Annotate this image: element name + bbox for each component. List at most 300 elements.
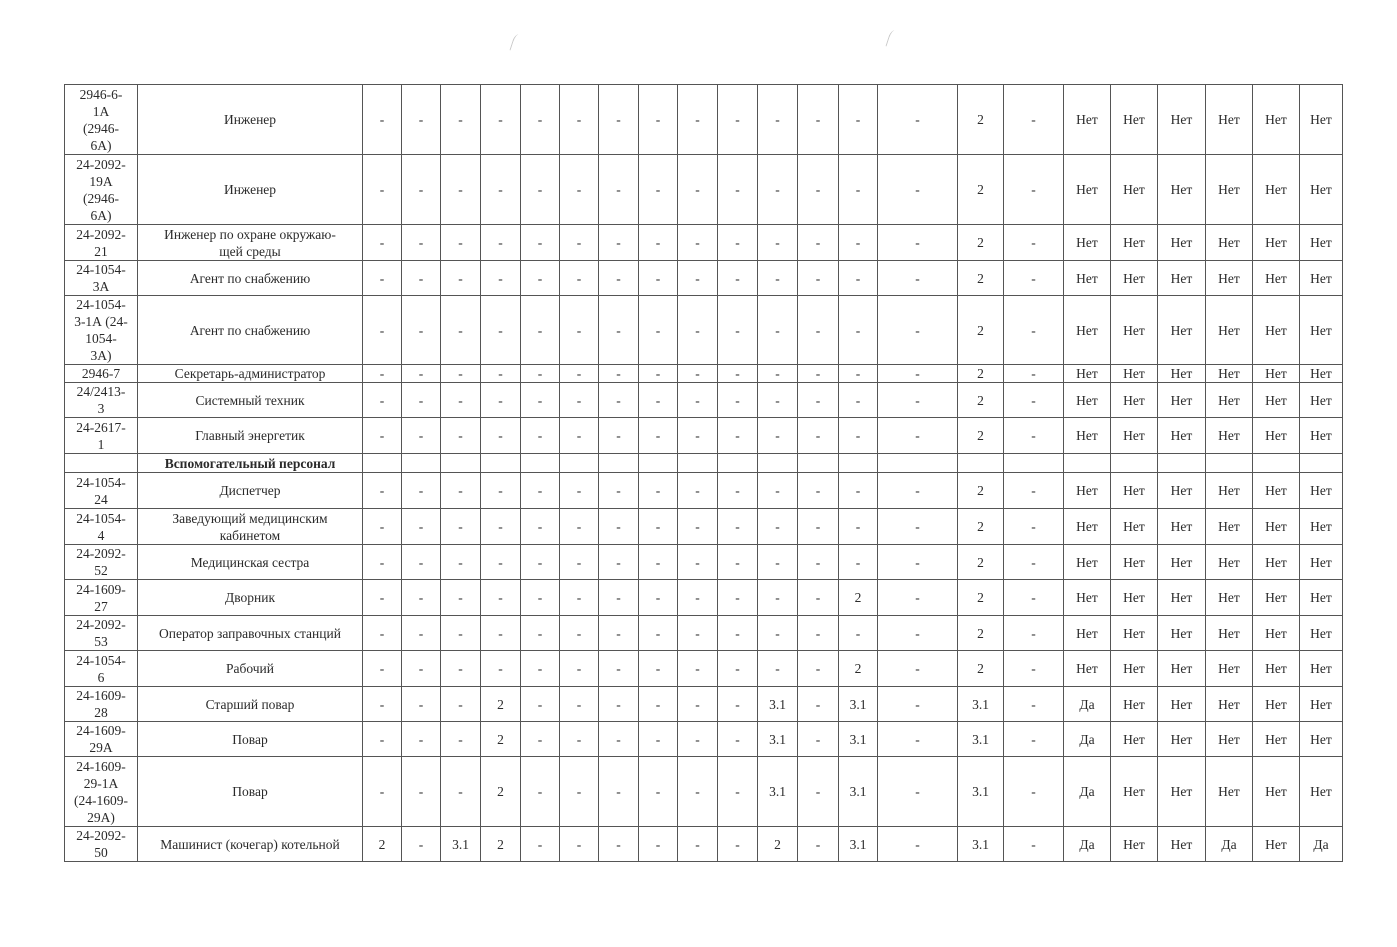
position-title [138, 155, 363, 225]
factor-class-cell: 3.1 [958, 687, 1004, 722]
flag-cell: Нет [1206, 757, 1253, 827]
factor-class-cell: - [363, 225, 402, 261]
factor-class-cell: 2 [958, 651, 1004, 687]
factor-class-cell: - [678, 757, 718, 827]
flag-cell: Нет [1253, 509, 1300, 545]
factor-class-cell: - [441, 261, 481, 296]
factor-class-cell: - [363, 418, 402, 454]
factor-class-cell: - [798, 722, 839, 757]
flag-cell: Нет [1111, 296, 1158, 365]
factor-class-cell: - [878, 261, 958, 296]
factor-class-cell: - [599, 687, 639, 722]
factor-class-cell: - [402, 155, 441, 225]
flag-cell: Нет [1158, 616, 1206, 651]
position-code-line: 19А [89, 173, 113, 189]
flag-cell: Нет [1158, 365, 1206, 383]
factor-class-cell: - [798, 827, 839, 862]
factor-class-cell: - [718, 225, 758, 261]
position-code [65, 225, 138, 261]
empty-cell [839, 454, 878, 473]
table-row [65, 722, 1343, 757]
table-row [65, 687, 1343, 722]
factor-class-cell: - [839, 418, 878, 454]
factor-class-cell: - [718, 85, 758, 155]
table-row [65, 509, 1343, 545]
factor-class-cell: - [560, 418, 599, 454]
factor-class-cell: - [798, 296, 839, 365]
table-row [65, 365, 1343, 383]
factor-class-cell: - [599, 225, 639, 261]
flag-cell: Нет [1158, 225, 1206, 261]
flag-cell: Нет [1300, 418, 1343, 454]
empty-cell [481, 454, 521, 473]
flag-cell: Нет [1064, 545, 1111, 580]
factor-class-cell: - [481, 651, 521, 687]
factor-class-cell: - [363, 155, 402, 225]
factor-class-cell: - [521, 225, 560, 261]
factor-class-cell: - [639, 616, 678, 651]
flag-cell: Нет [1064, 651, 1111, 687]
factor-class-cell: - [1004, 418, 1064, 454]
empty-cell [1111, 454, 1158, 473]
position-code-line: 24-1609- [76, 723, 126, 738]
factor-class-cell: - [678, 155, 718, 225]
position-code [65, 365, 138, 383]
position-code-line: 24/2413- [76, 384, 126, 399]
flag-cell: Нет [1111, 545, 1158, 580]
factor-class-cell: - [639, 651, 678, 687]
position-title-line: щей среды [219, 243, 281, 259]
position-code-line: 52 [94, 563, 108, 578]
position-code-line: 24-1609- [76, 688, 126, 703]
flag-cell: Нет [1206, 616, 1253, 651]
factor-class-cell: - [678, 365, 718, 383]
factor-class-cell: - [1004, 383, 1064, 418]
factor-class-cell: - [560, 155, 599, 225]
factor-class-cell: - [1004, 616, 1064, 651]
position-title-line: Рабочий [225, 661, 274, 676]
flag-cell: Нет [1158, 296, 1206, 365]
factor-class-cell: - [878, 687, 958, 722]
position-code-line: 24-1054- [76, 652, 126, 668]
factor-class-cell: - [639, 155, 678, 225]
empty-cell [639, 454, 678, 473]
factor-class-cell: 2 [958, 545, 1004, 580]
flag-cell: Нет [1253, 545, 1300, 580]
table-row [65, 85, 1343, 155]
position-code-line: 2946-7 [81, 366, 121, 381]
position-title-line: Агент по снабжению [189, 270, 311, 286]
factor-class-cell: - [402, 383, 441, 418]
empty-cell [1158, 454, 1206, 473]
position-code-line: 24-2092- [76, 156, 126, 172]
position-title [138, 722, 363, 757]
factor-class-cell: - [878, 225, 958, 261]
factor-class-cell: - [402, 580, 441, 616]
empty-cell [1300, 454, 1343, 473]
factor-class-cell: - [441, 509, 481, 545]
factor-class-cell: - [481, 261, 521, 296]
position-code-line: 53 [94, 634, 108, 649]
factor-class-cell: - [560, 85, 599, 155]
factor-class-cell: - [599, 616, 639, 651]
position-code [65, 85, 138, 155]
flag-cell: Нет [1300, 383, 1343, 418]
factor-class-cell: - [878, 85, 958, 155]
code-cell [65, 454, 138, 473]
position-code-line: 3А) [90, 348, 112, 363]
position-title-line: Секретарь-администратор [174, 366, 326, 381]
factor-class-cell: - [481, 580, 521, 616]
flag-cell: Да [1206, 827, 1253, 862]
factor-class-cell: - [718, 757, 758, 827]
position-code-line: 1А [92, 103, 110, 119]
factor-class-cell: 2 [958, 225, 1004, 261]
factor-class-cell: - [639, 757, 678, 827]
flag-cell: Нет [1206, 365, 1253, 383]
factor-class-cell: - [839, 473, 878, 509]
factor-class-cell: - [402, 509, 441, 545]
factor-class-cell: - [441, 155, 481, 225]
factor-class-cell: 2 [758, 827, 798, 862]
position-code [65, 827, 138, 862]
position-title-line: Дворник [225, 590, 275, 605]
assessment-table [64, 84, 1343, 862]
position-code-line: (2946- [83, 120, 119, 136]
factor-class-cell: - [599, 261, 639, 296]
factor-class-cell: - [481, 616, 521, 651]
factor-class-cell: 3.1 [441, 827, 481, 862]
position-title [138, 757, 363, 827]
factor-class-cell: 3.1 [839, 827, 878, 862]
flag-cell: Нет [1064, 473, 1111, 509]
position-code [65, 473, 138, 509]
flag-cell: Нет [1253, 651, 1300, 687]
empty-cell [521, 454, 560, 473]
factor-class-cell: - [1004, 757, 1064, 827]
position-code-line: 28 [94, 705, 108, 720]
position-code-line: 1054- [85, 331, 117, 346]
factor-class-cell: - [441, 225, 481, 261]
factor-class-cell: - [758, 616, 798, 651]
flag-cell: Нет [1111, 580, 1158, 616]
factor-class-cell: - [639, 545, 678, 580]
factor-class-cell: - [481, 225, 521, 261]
factor-class-cell: - [678, 616, 718, 651]
flag-cell: Да [1064, 722, 1111, 757]
position-code-line: 3 [97, 401, 105, 416]
position-code [65, 418, 138, 454]
factor-class-cell: - [481, 473, 521, 509]
flag-cell: Нет [1206, 545, 1253, 580]
flag-cell: Нет [1111, 651, 1158, 687]
position-title-line: Главный энергетик [195, 428, 305, 443]
factor-class-cell: - [441, 722, 481, 757]
flag-cell: Нет [1111, 225, 1158, 261]
factor-class-cell: 2 [958, 85, 1004, 155]
flag-cell: Нет [1158, 757, 1206, 827]
factor-class-cell: - [758, 418, 798, 454]
flag-cell: Нет [1206, 418, 1253, 454]
factor-class-cell: - [798, 225, 839, 261]
factor-class-cell: - [798, 580, 839, 616]
flag-cell: Нет [1111, 155, 1158, 225]
factor-class-cell: - [878, 473, 958, 509]
position-code [65, 687, 138, 722]
position-code-line: 50 [94, 845, 108, 860]
flag-cell: Нет [1300, 545, 1343, 580]
factor-class-cell: - [560, 616, 599, 651]
flag-cell: Да [1064, 827, 1111, 862]
flag-cell: Нет [1206, 651, 1253, 687]
factor-class-cell: - [1004, 365, 1064, 383]
factor-class-cell: - [521, 757, 560, 827]
flag-cell: Нет [1158, 580, 1206, 616]
position-code [65, 509, 138, 545]
factor-class-cell: - [363, 545, 402, 580]
factor-class-cell: - [678, 296, 718, 365]
empty-cell [402, 454, 441, 473]
empty-cell [958, 454, 1004, 473]
factor-class-cell: - [1004, 827, 1064, 862]
empty-cell [758, 454, 798, 473]
factor-class-cell: - [839, 155, 878, 225]
position-code-line: 24-1054- [76, 510, 126, 526]
factor-class-cell: - [678, 418, 718, 454]
position-code-line: 6А) [90, 137, 112, 153]
position-code-line: 6 [97, 669, 105, 685]
factor-class-cell: - [639, 383, 678, 418]
position-code [65, 545, 138, 580]
factor-class-cell: - [878, 757, 958, 827]
factor-class-cell: - [718, 580, 758, 616]
factor-class-cell: - [798, 85, 839, 155]
factor-class-cell: 2 [839, 580, 878, 616]
factor-class-cell: 2 [481, 722, 521, 757]
table-row [65, 545, 1343, 580]
factor-class-cell: - [678, 827, 718, 862]
section-header-row [65, 454, 1343, 473]
factor-class-cell: - [599, 365, 639, 383]
flag-cell: Нет [1300, 225, 1343, 261]
flag-cell: Нет [1253, 418, 1300, 454]
factor-class-cell: - [363, 85, 402, 155]
empty-cell [1064, 454, 1111, 473]
factor-class-cell: - [798, 545, 839, 580]
factor-class-cell: - [639, 827, 678, 862]
factor-class-cell: - [758, 296, 798, 365]
factor-class-cell: - [878, 545, 958, 580]
table-row [65, 827, 1343, 862]
factor-class-cell: - [521, 418, 560, 454]
factor-class-cell: - [878, 383, 958, 418]
flag-cell: Нет [1111, 616, 1158, 651]
factor-class-cell: - [639, 365, 678, 383]
empty-cell [441, 454, 481, 473]
factor-class-cell: 3.1 [839, 757, 878, 827]
factor-class-cell: - [441, 85, 481, 155]
factor-class-cell: - [402, 261, 441, 296]
position-title [138, 687, 363, 722]
flag-cell: Нет [1111, 827, 1158, 862]
factor-class-cell: 3.1 [839, 722, 878, 757]
flag-cell: Нет [1158, 383, 1206, 418]
flag-cell: Нет [1064, 365, 1111, 383]
factor-class-cell: - [521, 261, 560, 296]
factor-class-cell: - [402, 545, 441, 580]
flag-cell: Нет [1064, 85, 1111, 155]
factor-class-cell: 2 [839, 651, 878, 687]
factor-class-cell: - [441, 651, 481, 687]
flag-cell: Нет [1300, 509, 1343, 545]
empty-cell [798, 454, 839, 473]
factor-class-cell: 3.1 [958, 827, 1004, 862]
factor-class-cell: - [363, 616, 402, 651]
table-row [65, 580, 1343, 616]
position-title-line: Повар [232, 731, 268, 747]
factor-class-cell: - [560, 225, 599, 261]
factor-class-cell: - [639, 687, 678, 722]
empty-cell [1253, 454, 1300, 473]
flag-cell: Нет [1158, 651, 1206, 687]
factor-class-cell: - [678, 383, 718, 418]
factor-class-cell: - [718, 383, 758, 418]
factor-class-cell: - [758, 261, 798, 296]
factor-class-cell: - [402, 225, 441, 261]
flag-cell: Нет [1158, 155, 1206, 225]
factor-class-cell: - [718, 722, 758, 757]
table-row [65, 261, 1343, 296]
factor-class-cell: - [839, 296, 878, 365]
factor-class-cell: - [560, 722, 599, 757]
factor-class-cell: - [599, 757, 639, 827]
factor-class-cell: - [441, 757, 481, 827]
position-title [138, 616, 363, 651]
flag-cell: Нет [1300, 261, 1343, 296]
position-code [65, 155, 138, 225]
flag-cell: Нет [1111, 383, 1158, 418]
factor-class-cell: - [1004, 85, 1064, 155]
flag-cell: Нет [1111, 687, 1158, 722]
position-code [65, 757, 138, 827]
factor-class-cell: - [758, 155, 798, 225]
factor-class-cell: - [718, 296, 758, 365]
factor-class-cell: - [718, 473, 758, 509]
factor-class-cell: - [1004, 722, 1064, 757]
empty-cell [1206, 454, 1253, 473]
flag-cell: Нет [1300, 616, 1343, 651]
factor-class-cell: - [758, 383, 798, 418]
factor-class-cell: - [1004, 155, 1064, 225]
position-title-line: кабинетом [219, 527, 281, 543]
position-code-line: 4 [97, 527, 105, 543]
table-row [65, 225, 1343, 261]
position-code [65, 383, 138, 418]
factor-class-cell: - [599, 580, 639, 616]
factor-class-cell: - [839, 365, 878, 383]
position-title-line: Медицинская сестра [190, 554, 310, 570]
position-code-line: 24-1054- [76, 262, 126, 277]
factor-class-cell: - [402, 757, 441, 827]
factor-class-cell: 2 [958, 616, 1004, 651]
factor-class-cell: - [521, 296, 560, 365]
factor-class-cell: 2 [958, 155, 1004, 225]
position-title [138, 418, 363, 454]
flag-cell: Нет [1300, 155, 1343, 225]
factor-class-cell: - [481, 418, 521, 454]
flag-cell: Нет [1253, 155, 1300, 225]
factor-class-cell: - [560, 827, 599, 862]
factor-class-cell: - [521, 383, 560, 418]
factor-class-cell: - [758, 85, 798, 155]
position-title-line: Повар [232, 784, 268, 799]
flag-cell: Нет [1111, 509, 1158, 545]
position-code-line: 27 [94, 598, 108, 614]
factor-class-cell: - [1004, 261, 1064, 296]
factor-class-cell: - [363, 261, 402, 296]
factor-class-cell: 2 [958, 296, 1004, 365]
position-code-line: 3-1А (24- [74, 314, 128, 329]
factor-class-cell: - [639, 509, 678, 545]
factor-class-cell: - [481, 155, 521, 225]
position-title-line: Заведующий медицинским [172, 510, 328, 526]
table-row [65, 296, 1343, 365]
flag-cell: Нет [1064, 418, 1111, 454]
factor-class-cell: - [481, 365, 521, 383]
flag-cell: Нет [1253, 365, 1300, 383]
table-row [65, 616, 1343, 651]
factor-class-cell: - [560, 365, 599, 383]
factor-class-cell: - [402, 827, 441, 862]
flag-cell: Нет [1158, 827, 1206, 862]
flag-cell: Да [1064, 757, 1111, 827]
position-title [138, 365, 363, 383]
factor-class-cell: - [521, 580, 560, 616]
factor-class-cell: - [363, 580, 402, 616]
factor-class-cell: - [839, 616, 878, 651]
position-code [65, 616, 138, 651]
flag-cell: Нет [1253, 722, 1300, 757]
factor-class-cell: - [363, 722, 402, 757]
flag-cell: Нет [1111, 757, 1158, 827]
factor-class-cell: - [1004, 545, 1064, 580]
factor-class-cell: 2 [481, 687, 521, 722]
factor-class-cell: - [481, 383, 521, 418]
flag-cell: Нет [1064, 509, 1111, 545]
position-title-line: Агент по снабжению [189, 322, 311, 338]
factor-class-cell: - [878, 155, 958, 225]
flag-cell: Нет [1111, 85, 1158, 155]
factor-class-cell: - [599, 545, 639, 580]
factor-class-cell: - [718, 827, 758, 862]
factor-class-cell: - [718, 651, 758, 687]
factor-class-cell: - [521, 722, 560, 757]
factor-class-cell: 3.1 [958, 722, 1004, 757]
flag-cell: Нет [1064, 261, 1111, 296]
factor-class-cell: 2 [958, 580, 1004, 616]
factor-class-cell: - [718, 687, 758, 722]
flag-cell: Да [1300, 827, 1343, 862]
factor-class-cell: - [599, 651, 639, 687]
table-row [65, 651, 1343, 687]
flag-cell: Нет [1111, 365, 1158, 383]
position-code-line: 24-2092- [76, 226, 126, 242]
factor-class-cell: - [521, 473, 560, 509]
flag-cell: Нет [1064, 383, 1111, 418]
factor-class-cell: - [481, 545, 521, 580]
factor-class-cell: - [798, 473, 839, 509]
factor-class-cell: - [758, 651, 798, 687]
